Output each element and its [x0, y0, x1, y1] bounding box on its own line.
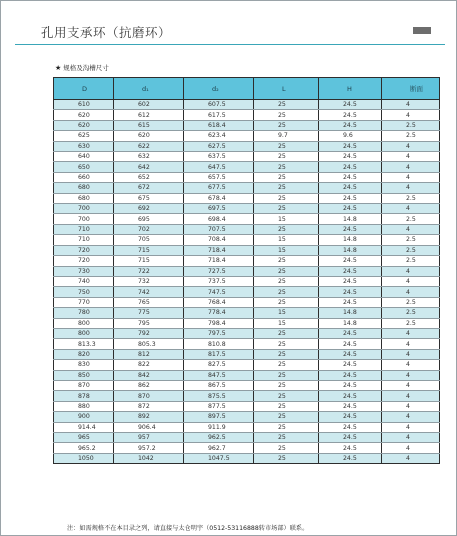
table-row [54, 266, 440, 276]
table-cell: 24.5 [319, 433, 382, 443]
table-cell: 740 [54, 276, 114, 286]
header-d1: d₁ [114, 78, 184, 100]
table-cell: 2.5 [382, 256, 440, 266]
table-cell: 4 [382, 183, 440, 193]
table-cell: 880 [54, 401, 114, 411]
table-row [54, 318, 440, 328]
table-row [54, 131, 440, 141]
table-cell: 2.5 [382, 120, 440, 130]
table-cell: 4 [382, 152, 440, 162]
table-cell: 24.5 [319, 453, 382, 463]
table-cell: 25 [254, 453, 319, 463]
table-cell: 820 [54, 349, 114, 359]
table-cell: 867.5 [184, 380, 254, 390]
table-cell: 4 [382, 141, 440, 151]
table-cell: 710 [54, 235, 114, 245]
table-cell: 720 [54, 256, 114, 266]
table-cell: 872 [114, 401, 184, 411]
table-cell: 4 [382, 391, 440, 401]
table-cell: 817.5 [184, 349, 254, 359]
table-row [54, 370, 440, 380]
table-cell: 618.4 [184, 120, 254, 130]
header-D: D [54, 78, 114, 100]
table-row [54, 443, 440, 453]
table-row [54, 224, 440, 234]
table-cell: 957 [114, 433, 184, 443]
table-cell: 14.8 [319, 245, 382, 255]
table-cell: 718.4 [184, 245, 254, 255]
table-cell: 842 [114, 370, 184, 380]
table-cell: 700 [54, 204, 114, 214]
table-cell: 637.5 [184, 152, 254, 162]
table-cell: 25 [254, 443, 319, 453]
table-cell: 900 [54, 412, 114, 422]
table-cell: 870 [114, 391, 184, 401]
table-cell: 24.5 [319, 339, 382, 349]
table-cell: 4 [382, 401, 440, 411]
spec-table [53, 77, 440, 464]
header-section: 断面 [382, 78, 440, 100]
table-cell: 25 [254, 412, 319, 422]
table-cell: 2.5 [382, 318, 440, 328]
table-cell: 24.5 [319, 162, 382, 172]
table-cell: 15 [254, 245, 319, 255]
table-cell: 812 [114, 349, 184, 359]
table-cell: 692 [114, 204, 184, 214]
table-cell: 742 [114, 287, 184, 297]
table-row [54, 360, 440, 370]
table-cell: 822 [114, 360, 184, 370]
table-cell: 778.4 [184, 308, 254, 318]
page-title: 孔用支承环（抗磨环） [41, 25, 172, 40]
table-cell: 715 [114, 245, 184, 255]
table-cell: 650 [54, 162, 114, 172]
table-cell: 4 [382, 339, 440, 349]
table-cell: 4 [382, 110, 440, 120]
title-marker [413, 27, 431, 34]
table-row [54, 276, 440, 286]
table-cell: 9.7 [254, 131, 319, 141]
table-row [54, 422, 440, 432]
table-cell: 800 [54, 328, 114, 338]
table-cell: 897.5 [184, 412, 254, 422]
table-cell: 24.5 [319, 172, 382, 182]
table-cell: 875.5 [184, 391, 254, 401]
star-icon: ★ [55, 64, 62, 72]
table-cell: 24.5 [319, 328, 382, 338]
table-cell: 24.5 [319, 401, 382, 411]
table-cell: 623.4 [184, 131, 254, 141]
table-row [54, 401, 440, 411]
table-cell: 24.5 [319, 183, 382, 193]
table-cell: 24.5 [319, 360, 382, 370]
table-cell: 2.5 [382, 193, 440, 203]
table-cell: 25 [254, 120, 319, 130]
table-cell: 640 [54, 152, 114, 162]
table-cell: 25 [254, 401, 319, 411]
table-cell: 957.2 [114, 443, 184, 453]
table-cell: 4 [382, 266, 440, 276]
table-row [54, 328, 440, 338]
table-cell: 610 [54, 100, 114, 110]
table-row [54, 380, 440, 390]
table-cell: 4 [382, 433, 440, 443]
table-cell: 747.5 [184, 287, 254, 297]
header-L: L [254, 78, 319, 100]
table-cell: 24.5 [319, 256, 382, 266]
table-cell: 25 [254, 100, 319, 110]
table-cell: 965.2 [54, 443, 114, 453]
table-cell: 4 [382, 172, 440, 182]
table-row [54, 204, 440, 214]
table-cell: 705 [114, 235, 184, 245]
table-cell: 4 [382, 380, 440, 390]
table-cell: 25 [254, 183, 319, 193]
table-cell: 765 [114, 297, 184, 307]
table-cell: 24.5 [319, 120, 382, 130]
table-cell: 700 [54, 214, 114, 224]
table-cell: 4 [382, 276, 440, 286]
table-cell: 914.4 [54, 422, 114, 432]
table-cell: 906.4 [114, 422, 184, 432]
table-cell: 622 [114, 141, 184, 151]
table-cell: 805.3 [114, 339, 184, 349]
table-cell: 708.4 [184, 235, 254, 245]
table-cell: 4 [382, 453, 440, 463]
table-cell: 25 [254, 360, 319, 370]
table-cell: 870 [54, 380, 114, 390]
table-cell: 698.4 [184, 214, 254, 224]
table-cell: 24.5 [319, 141, 382, 151]
table-cell: 965 [54, 433, 114, 443]
table-cell: 24.5 [319, 266, 382, 276]
table-cell: 25 [254, 422, 319, 432]
table-cell: 2.5 [382, 245, 440, 255]
table-cell: 677.5 [184, 183, 254, 193]
table-row [54, 172, 440, 182]
table-cell: 24.5 [319, 370, 382, 380]
title-bar [15, 21, 445, 47]
table-cell: 813.3 [54, 339, 114, 349]
table-cell: 25 [254, 433, 319, 443]
table-cell: 672 [114, 183, 184, 193]
table-cell: 25 [254, 172, 319, 182]
table-cell: 24.5 [319, 349, 382, 359]
table-cell: 620 [54, 120, 114, 130]
table-cell: 892 [114, 412, 184, 422]
table-cell: 1050 [54, 453, 114, 463]
table-cell: 24.5 [319, 276, 382, 286]
table-cell: 962.7 [184, 443, 254, 453]
table-cell: 675 [114, 193, 184, 203]
header-H: H [319, 78, 382, 100]
section-subtitle-text: 规格及沟槽尺寸 [63, 64, 109, 72]
table-cell: 4 [382, 370, 440, 380]
table-cell: 830 [54, 360, 114, 370]
table-cell: 625 [54, 131, 114, 141]
table-row [54, 193, 440, 203]
table-cell: 4 [382, 443, 440, 453]
table-cell: 25 [254, 162, 319, 172]
table-cell: 737.5 [184, 276, 254, 286]
table-cell: 722 [114, 266, 184, 276]
table-cell: 24.5 [319, 224, 382, 234]
table-row [54, 297, 440, 307]
table-row [54, 391, 440, 401]
table-cell: 25 [254, 380, 319, 390]
table-row [54, 453, 440, 463]
table-row [54, 339, 440, 349]
table-cell: 4 [382, 287, 440, 297]
table-cell: 24.5 [319, 193, 382, 203]
table-cell: 707.5 [184, 224, 254, 234]
table-row [54, 235, 440, 245]
table-cell: 680 [54, 183, 114, 193]
table-cell: 798.4 [184, 318, 254, 328]
table-row [54, 110, 440, 120]
table-cell: 15 [254, 308, 319, 318]
table-cell: 25 [254, 204, 319, 214]
table-cell: 15 [254, 318, 319, 328]
table-cell: 792 [114, 328, 184, 338]
table-cell: 24.5 [319, 204, 382, 214]
table-cell: 25 [254, 276, 319, 286]
table-cell: 695 [114, 214, 184, 224]
table-cell: 25 [254, 256, 319, 266]
table-cell: 24.5 [319, 380, 382, 390]
table-row [54, 214, 440, 224]
table-cell: 25 [254, 297, 319, 307]
footer-note: 注：如需规格不在本目录之列，请直接与太仓明宇（0512-53116888转市场部）联系。 [67, 525, 309, 532]
table-cell: 24.5 [319, 100, 382, 110]
table-cell: 25 [254, 370, 319, 380]
table-cell: 2.5 [382, 131, 440, 141]
table-cell: 25 [254, 141, 319, 151]
table-cell: 620 [54, 110, 114, 120]
header-d2: d₂ [184, 78, 254, 100]
table-cell: 720 [54, 245, 114, 255]
table-cell: 4 [382, 224, 440, 234]
table-cell: 24.5 [319, 152, 382, 162]
table-cell: 697.5 [184, 204, 254, 214]
table-cell: 850 [54, 370, 114, 380]
table-cell: 24.5 [319, 287, 382, 297]
table-cell: 1042 [114, 453, 184, 463]
table-cell: 827.5 [184, 360, 254, 370]
title-rule [15, 44, 445, 45]
table-row [54, 287, 440, 297]
table-cell: 2.5 [382, 297, 440, 307]
table-cell: 24.5 [319, 110, 382, 120]
table-cell: 25 [254, 152, 319, 162]
table-cell: 647.5 [184, 162, 254, 172]
table-cell: 24.5 [319, 422, 382, 432]
table-cell: 4 [382, 328, 440, 338]
table-cell: 727.5 [184, 266, 254, 276]
table-cell: 24.5 [319, 297, 382, 307]
table-cell: 4 [382, 412, 440, 422]
table-cell: 24.5 [319, 412, 382, 422]
table-cell: 4 [382, 162, 440, 172]
table-cell: 730 [54, 266, 114, 276]
table-cell: 800 [54, 318, 114, 328]
table-cell: 797.5 [184, 328, 254, 338]
table-cell: 25 [254, 110, 319, 120]
table-cell: 878 [54, 391, 114, 401]
table-cell: 715 [114, 256, 184, 266]
table-cell: 4 [382, 422, 440, 432]
table-cell: 4 [382, 204, 440, 214]
table-row [54, 183, 440, 193]
table-row [54, 349, 440, 359]
table-cell: 630 [54, 141, 114, 151]
table-cell: 4 [382, 100, 440, 110]
table-cell: 718.4 [184, 256, 254, 266]
table-cell: 25 [254, 339, 319, 349]
table-cell: 795 [114, 318, 184, 328]
table-cell: 678.4 [184, 193, 254, 203]
table-cell: 862 [114, 380, 184, 390]
table-row [54, 141, 440, 151]
table-row [54, 412, 440, 422]
table-cell: 15 [254, 235, 319, 245]
table-cell: 25 [254, 328, 319, 338]
table-cell: 2.5 [382, 235, 440, 245]
table-cell: 632 [114, 152, 184, 162]
table-cell: 702 [114, 224, 184, 234]
table-row [54, 308, 440, 318]
table-cell: 775 [114, 308, 184, 318]
table-cell: 710 [54, 224, 114, 234]
section-subtitle [55, 63, 109, 72]
table-cell: 1047.5 [184, 453, 254, 463]
table-cell: 24.5 [319, 391, 382, 401]
table-row [54, 256, 440, 266]
table-cell: 732 [114, 276, 184, 286]
table-cell: 652 [114, 172, 184, 182]
table-cell: 2.5 [382, 214, 440, 224]
table-cell: 620 [114, 131, 184, 141]
table-cell: 2.5 [382, 308, 440, 318]
table-cell: 4 [382, 349, 440, 359]
table-cell: 642 [114, 162, 184, 172]
table-cell: 4 [382, 360, 440, 370]
table-row [54, 162, 440, 172]
table-cell: 810.8 [184, 339, 254, 349]
table-cell: 25 [254, 266, 319, 276]
table-header-row [54, 78, 440, 100]
table-cell: 962.5 [184, 433, 254, 443]
table-cell: 680 [54, 193, 114, 203]
table-cell: 25 [254, 193, 319, 203]
table-cell: 25 [254, 224, 319, 234]
table-cell: 14.8 [319, 308, 382, 318]
table-cell: 657.5 [184, 172, 254, 182]
table-cell: 612 [114, 110, 184, 120]
table-cell: 615 [114, 120, 184, 130]
table-cell: 911.9 [184, 422, 254, 432]
table-cell: 15 [254, 214, 319, 224]
table-row [54, 245, 440, 255]
table-cell: 24.5 [319, 443, 382, 453]
table-cell: 14.8 [319, 235, 382, 245]
table-cell: 25 [254, 287, 319, 297]
table-cell: 25 [254, 349, 319, 359]
table-cell: 780 [54, 308, 114, 318]
table-cell: 660 [54, 172, 114, 182]
table-cell: 14.8 [319, 214, 382, 224]
table-cell: 877.5 [184, 401, 254, 411]
table-row [54, 100, 440, 110]
table-cell: 770 [54, 297, 114, 307]
table-row [54, 120, 440, 130]
table-cell: 617.5 [184, 110, 254, 120]
table-cell: 14.8 [319, 318, 382, 328]
table-cell: 627.5 [184, 141, 254, 151]
table-cell: 607.5 [184, 100, 254, 110]
table-row [54, 152, 440, 162]
table-cell: 750 [54, 287, 114, 297]
table-cell: 602 [114, 100, 184, 110]
table-cell: 25 [254, 391, 319, 401]
table-row [54, 433, 440, 443]
table-cell: 9.6 [319, 131, 382, 141]
table-cell: 847.5 [184, 370, 254, 380]
table-cell: 768.4 [184, 297, 254, 307]
